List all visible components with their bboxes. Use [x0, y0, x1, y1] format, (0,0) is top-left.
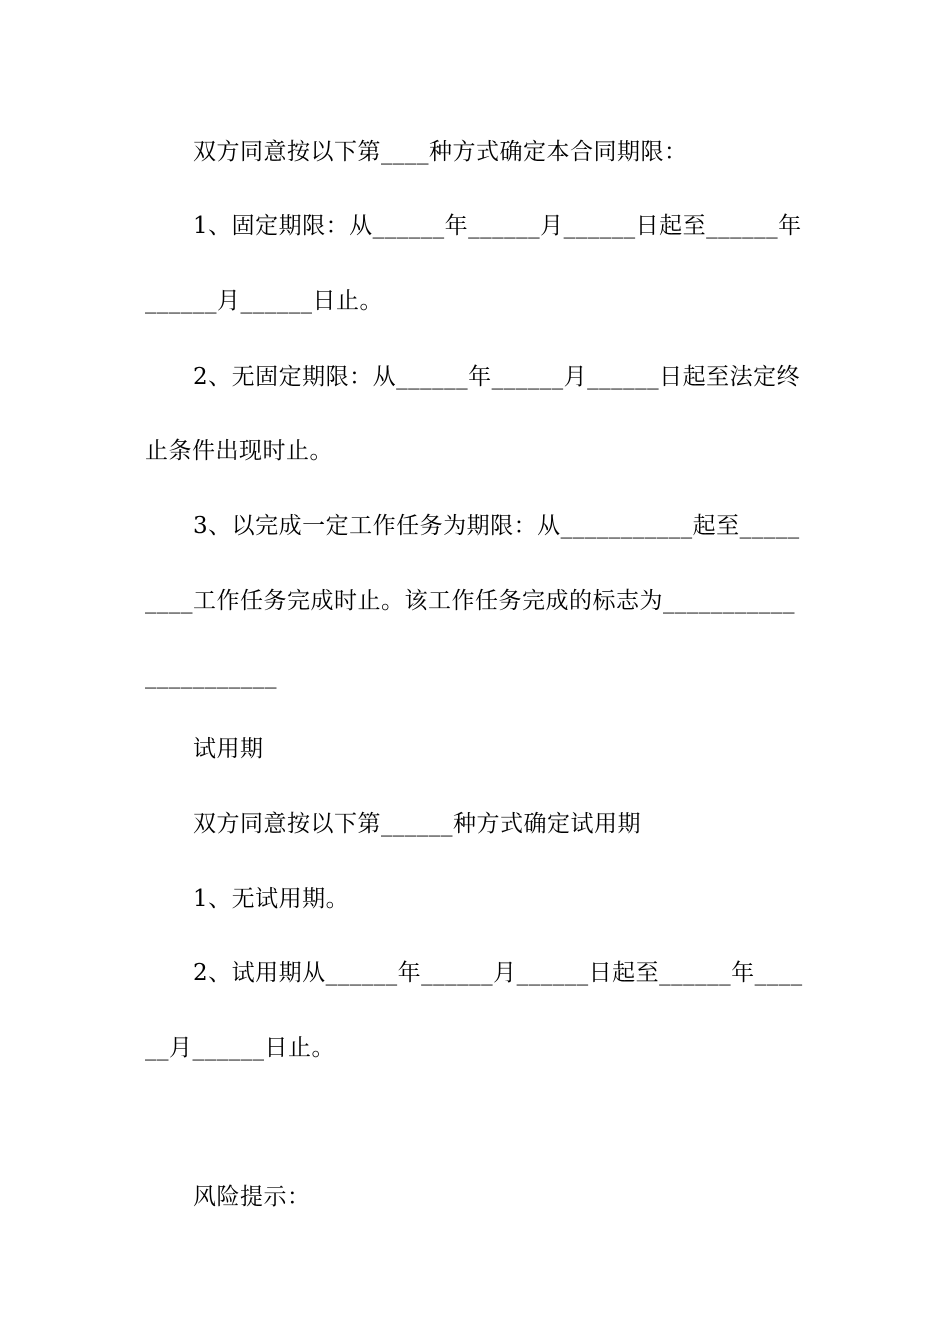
open-term-option-continued: 止条件出现时止。 [145, 438, 333, 464]
risk-warning-heading: 风险提示： [193, 1184, 311, 1210]
probation-heading: 试用期 [193, 736, 264, 762]
fixed-term-option-continued: ______月______日止。 [145, 288, 383, 314]
task-term-option-continued: ____工作任务完成时止。该工作任务完成的标志为___________ [145, 588, 795, 614]
task-term-option-blank: ___________ [145, 663, 277, 689]
fixed-term-option: 1、固定期限：从______年______月______日起至______年 [193, 213, 802, 239]
no-probation-option: 1、无试用期。 [193, 886, 350, 912]
contract-term-intro: 双方同意按以下第____种方式确定本合同期限： [193, 139, 688, 165]
probation-period-option-continued: __月______日止。 [145, 1035, 335, 1061]
probation-intro: 双方同意按以下第______种方式确定试用期 [193, 811, 641, 837]
probation-period-option: 2、试用期从______年______月______日起至______年____ [193, 960, 803, 986]
open-term-option: 2、无固定期限：从______年______月______日起至法定终 [193, 364, 801, 390]
task-term-option: 3、以完成一定工作任务为期限：从___________起至_____ [193, 513, 800, 539]
